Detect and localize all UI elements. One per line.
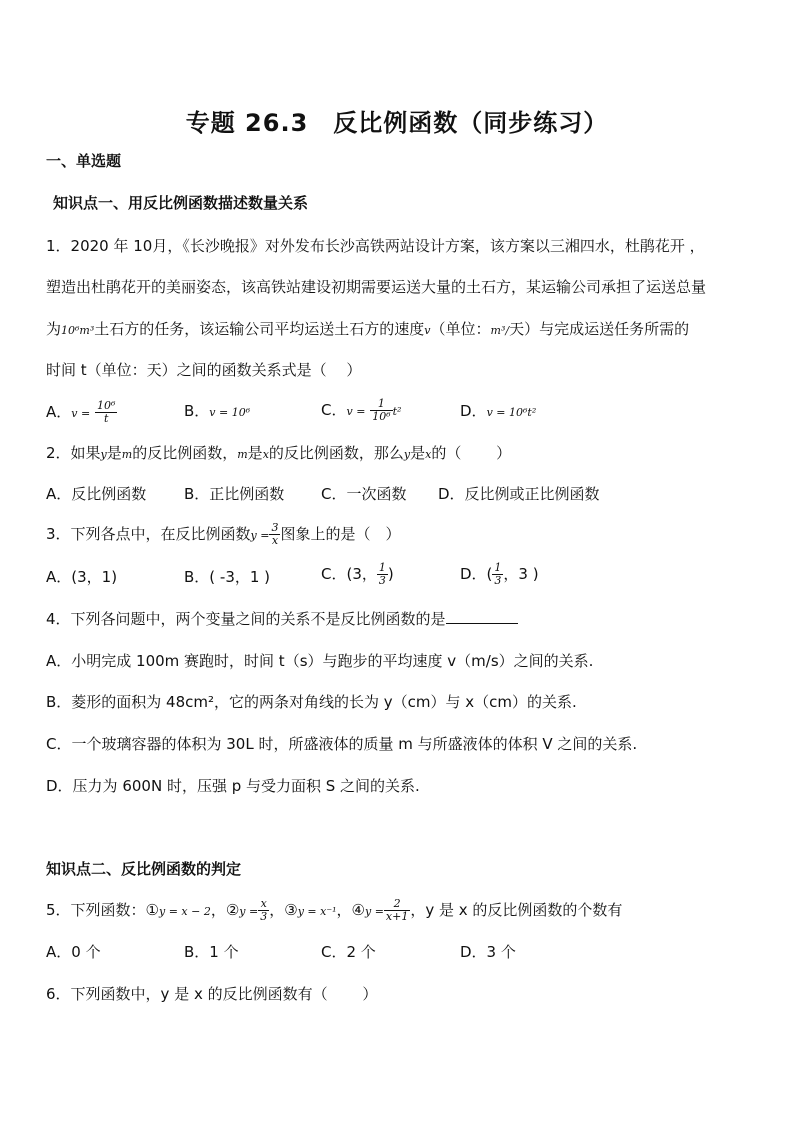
- q4-option-a[interactable]: A．小明完成 100m 赛跑时，时间 t（s）与跑步的平均速度 v（m/s）之间的关系.: [46, 652, 594, 670]
- q2-option-a[interactable]: A．反比例函数: [46, 485, 147, 503]
- q5-option-a[interactable]: A．0 个: [46, 943, 101, 961]
- q3-option-d[interactable]: D．( $\frac{1}{3}$ ，3 ): [460, 561, 539, 587]
- q3-option-c[interactable]: C．(3， $\frac{1}{3}$ ): [321, 561, 394, 587]
- knowledge-point-2: 知识点二、反比例函数的判定: [46, 860, 242, 878]
- q1-math-unit: m³/: [490, 324, 510, 337]
- q1-line-4: 时间 t（单位：天）之间的函数关系式是（ ）: [46, 361, 362, 379]
- q1-math-total: 10⁶m³: [61, 324, 95, 337]
- q3-option-a[interactable]: A．(3，1): [46, 568, 118, 586]
- knowledge-point-1: 知识点一、用反比例函数描述数量关系: [53, 194, 309, 212]
- page-title: 专题 26.3 反比例函数（同步练习）: [185, 109, 609, 137]
- q1-c-fraction: $\frac{1}{\text{10⁶}}$: [372, 397, 391, 423]
- q1-math-v: v: [424, 324, 431, 337]
- q5-option-b[interactable]: B．1 个: [184, 943, 239, 961]
- q1-line-2: 塑造出杜鹃花开的美丽姿态，该高铁站建设初期需要运送大量的土石方，某运输公司承担了运送总量: [46, 278, 707, 296]
- q2-option-d[interactable]: D．反比例或正比例函数: [438, 485, 600, 503]
- q2-stem: 2．如果y是m的反比例函数，m是x的反比例函数，那么y是x的（ ）: [46, 444, 512, 462]
- q2-option-b[interactable]: B．正比例函数: [184, 485, 285, 503]
- q1-option-a[interactable]: A．v = $\frac{\text{10⁶}}{t}$: [46, 399, 116, 425]
- section-heading: 一、单选题: [46, 152, 122, 170]
- q2-option-c[interactable]: C．一次函数: [321, 485, 407, 503]
- q6-stem: 6．下列函数中，y 是 x 的反比例函数有（ ）: [46, 985, 378, 1003]
- q4-option-d[interactable]: D．压力为 600N 时，压强 p 与受力面积 S 之间的关系.: [46, 777, 420, 795]
- q1-option-b[interactable]: B．v = 10⁶: [184, 402, 251, 420]
- q3-stem: 3．下列各点中，在反比例函数y = $\frac{3}{x}$ 图象上的是（ ）: [46, 521, 401, 547]
- q5-stem: 5．下列函数：①y = x − 2，②y = $\frac{x}{3}$ ，③y = x⁻¹，④y = $\frac{2}{x+1}$ ，y 是 x 的反比例函数的个数有: [46, 897, 623, 923]
- q4-option-b[interactable]: B．菱形的面积为 48cm²，它的两条对角线的长为 y（cm）与 x（cm）的关系.: [46, 693, 577, 711]
- q1-line-3: 为10⁶m³土石方的任务，该运输公司平均运送土石方的速度v（单位：m³/天）与完成运送任务所需的: [46, 320, 690, 338]
- q5-option-c[interactable]: C．2 个: [321, 943, 376, 961]
- q3-fraction: $\frac{3}{x}$: [271, 521, 279, 547]
- q1-line-1: 1．2020 年 10月，《长沙晚报》对外发布长沙高铁两站设计方案，该方案以三湘四水，杜鹃花开 ，: [46, 237, 705, 255]
- q3-option-b[interactable]: B．( -3，1 ): [184, 568, 271, 586]
- q1-option-c[interactable]: C．v = $\frac{1}{\text{10⁶}}$ t²: [321, 397, 402, 423]
- q1-a-fraction: $\frac{\text{10⁶}}{t}$: [96, 399, 116, 425]
- q4-option-c[interactable]: C．一个玻璃容器的体积为 30L 时，所盛液体的质量 m 与所盛液体的体积 V 之间的关系.: [46, 735, 638, 753]
- q1-option-d[interactable]: D．v = 10⁶t²: [460, 402, 537, 420]
- q4-stem: 4．下列各问题中，两个变量之间的关系不是反比例函数的是: [46, 608, 518, 629]
- q5-option-d[interactable]: D．3 个: [460, 943, 516, 961]
- answer-blank: [446, 609, 518, 624]
